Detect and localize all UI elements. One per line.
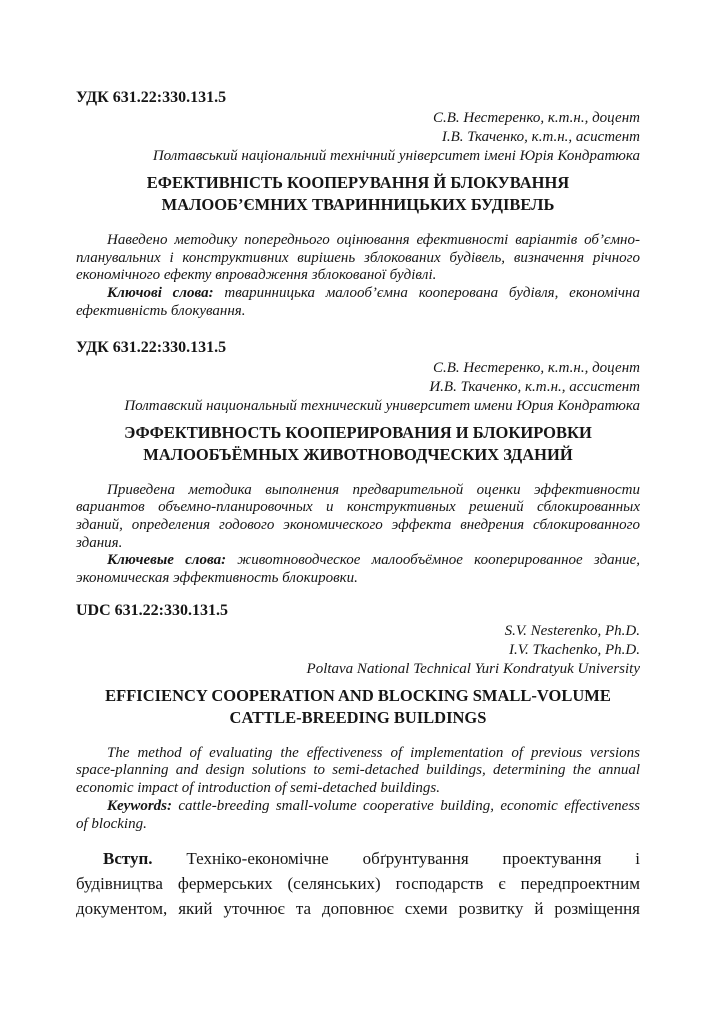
udc-code-uk: УДК 631.22:330.131.5 bbox=[76, 89, 227, 106]
text-line bbox=[76, 303, 640, 321]
author-line: С.В. Нестеренко, к.т.н., доцент bbox=[432, 110, 640, 126]
article-title-en bbox=[76, 685, 640, 729]
affiliation-line: Poltava National Technical Yuri Kondratyuk University bbox=[306, 660, 640, 677]
text-run: space-planning and design solutions to semi-detached buildings, determining the annual bbox=[76, 762, 640, 779]
author-line: S.V. Nesterenko, Ph.D. bbox=[504, 622, 640, 639]
bold-run: Keywords: bbox=[107, 797, 172, 814]
introduction-paragraph bbox=[76, 846, 640, 921]
text-run: cattle-breeding small-volume cooperative building, economic effectiveness bbox=[172, 797, 640, 814]
bold-run: Вступ. bbox=[103, 849, 153, 869]
text-run: вариантов объемно-планировочных и конструктивных решений сблокированных bbox=[76, 499, 640, 516]
text-line bbox=[76, 552, 640, 570]
text-line bbox=[76, 896, 640, 921]
title-line: МАЛООБ’ЄМНИХ ТВАРИННИЦЬКИХ БУДІВЕЛЬ bbox=[161, 195, 555, 214]
authors-block-en bbox=[76, 622, 640, 679]
text-run: будівництва фермерських (селянських) господарств є передпроектним bbox=[76, 874, 640, 894]
text-run: The method of evaluating the effectiveness of implementation of previous versions bbox=[107, 744, 640, 761]
abstract-en bbox=[76, 745, 640, 834]
text-line bbox=[76, 250, 640, 268]
author-line: I.V. Tkachenko, Ph.D. bbox=[509, 641, 640, 658]
text-line bbox=[76, 285, 640, 303]
title-line: CATTLE-BREEDING BUILDINGS bbox=[229, 707, 487, 727]
affiliation-line: Полтавский национальный технический университет имени Юрия Кондратюка bbox=[124, 397, 640, 414]
article-title-ru bbox=[76, 422, 640, 466]
abstract-ru bbox=[76, 482, 640, 588]
text-line bbox=[76, 846, 640, 871]
text-line bbox=[76, 482, 640, 500]
text-line bbox=[76, 816, 640, 834]
author-line: С.В. Нестеренко, к.т.н., доцент bbox=[432, 359, 640, 376]
text-run: ефективність блокування. bbox=[76, 302, 246, 319]
text-run: документом, який уточнює та доповнює схеми розвитку й розміщення bbox=[76, 899, 640, 919]
text-run: економічного ефекту впровадження зблокованої будівлі. bbox=[76, 267, 437, 284]
author-line: И.В. Ткаченко, к.т.н., ассистент bbox=[429, 378, 640, 395]
udc-code-ru: УДК 631.22:330.131.5 bbox=[76, 338, 227, 356]
bold-run: Ключевые слова: bbox=[107, 552, 227, 569]
title-line: ЭФФЕКТИВНОСТЬ КООПЕРИРОВАНИЯ И БЛОКИРОВКИ bbox=[124, 422, 592, 442]
title-line: МАЛООБЪЁМНЫХ ЖИВОТНОВОДЧЕСКИХ ЗДАНИЙ bbox=[143, 444, 573, 464]
text-line bbox=[76, 745, 640, 763]
text-run: здания. bbox=[76, 534, 123, 551]
text-run: животноводческое малообъёмное кооперированное здание, bbox=[226, 552, 641, 569]
text-run: of blocking. bbox=[76, 815, 147, 832]
affiliation-line: Полтавський національний технічний університет імені Юрія Кондратюка bbox=[152, 148, 640, 164]
title-line: EFFICIENCY COOPERATION AND BLOCKING SMALL-VOLUME bbox=[105, 685, 611, 705]
section-russian bbox=[76, 338, 640, 588]
text-run: зданий, определения годового экономического эффекта внедрения сблокированного bbox=[76, 516, 640, 533]
text-line bbox=[76, 798, 640, 816]
text-line bbox=[76, 570, 640, 588]
text-run: экономическая эффективность блокировки. bbox=[76, 570, 358, 587]
text-line bbox=[76, 535, 640, 553]
authors-block-uk bbox=[76, 109, 640, 166]
abstract-uk bbox=[76, 232, 640, 321]
text-run: планувальних і конструктивних вирішень зблокованих будівель, визначення річного bbox=[76, 249, 640, 266]
text-run: тваринницька малооб’ємна кооперована будівля, економічна bbox=[213, 285, 640, 302]
text-line bbox=[76, 499, 640, 517]
text-line bbox=[76, 517, 640, 535]
udc-code-en: UDC 631.22:330.131.5 bbox=[76, 601, 228, 619]
article-title-uk bbox=[76, 172, 640, 216]
text-line bbox=[76, 762, 640, 780]
text-run: Техніко-економічне обґрунтування проектування і bbox=[152, 849, 640, 869]
text-line bbox=[76, 871, 640, 896]
text-line bbox=[76, 267, 640, 285]
title-line: ЕФЕКТИВНІСТЬ КООПЕРУВАННЯ Й БЛОКУВАННЯ bbox=[146, 173, 570, 192]
text-line bbox=[76, 232, 640, 250]
bold-run: Ключові слова: bbox=[107, 285, 214, 302]
section-english bbox=[76, 601, 640, 834]
text-run: Приведена методика выполнения предварительной оценки эффективности bbox=[107, 481, 640, 498]
text-line bbox=[76, 780, 640, 798]
text-block bbox=[76, 88, 640, 921]
text-run: Наведено методику попереднього оцінювання ефективності варіантів об’ємно- bbox=[107, 232, 640, 248]
text-run: economic impact of introduction of semi-detached buildings. bbox=[76, 780, 440, 797]
section-ukrainian bbox=[76, 88, 640, 321]
author-line: І.В. Ткаченко, к.т.н., асистент bbox=[441, 129, 640, 145]
authors-block-ru bbox=[76, 359, 640, 416]
